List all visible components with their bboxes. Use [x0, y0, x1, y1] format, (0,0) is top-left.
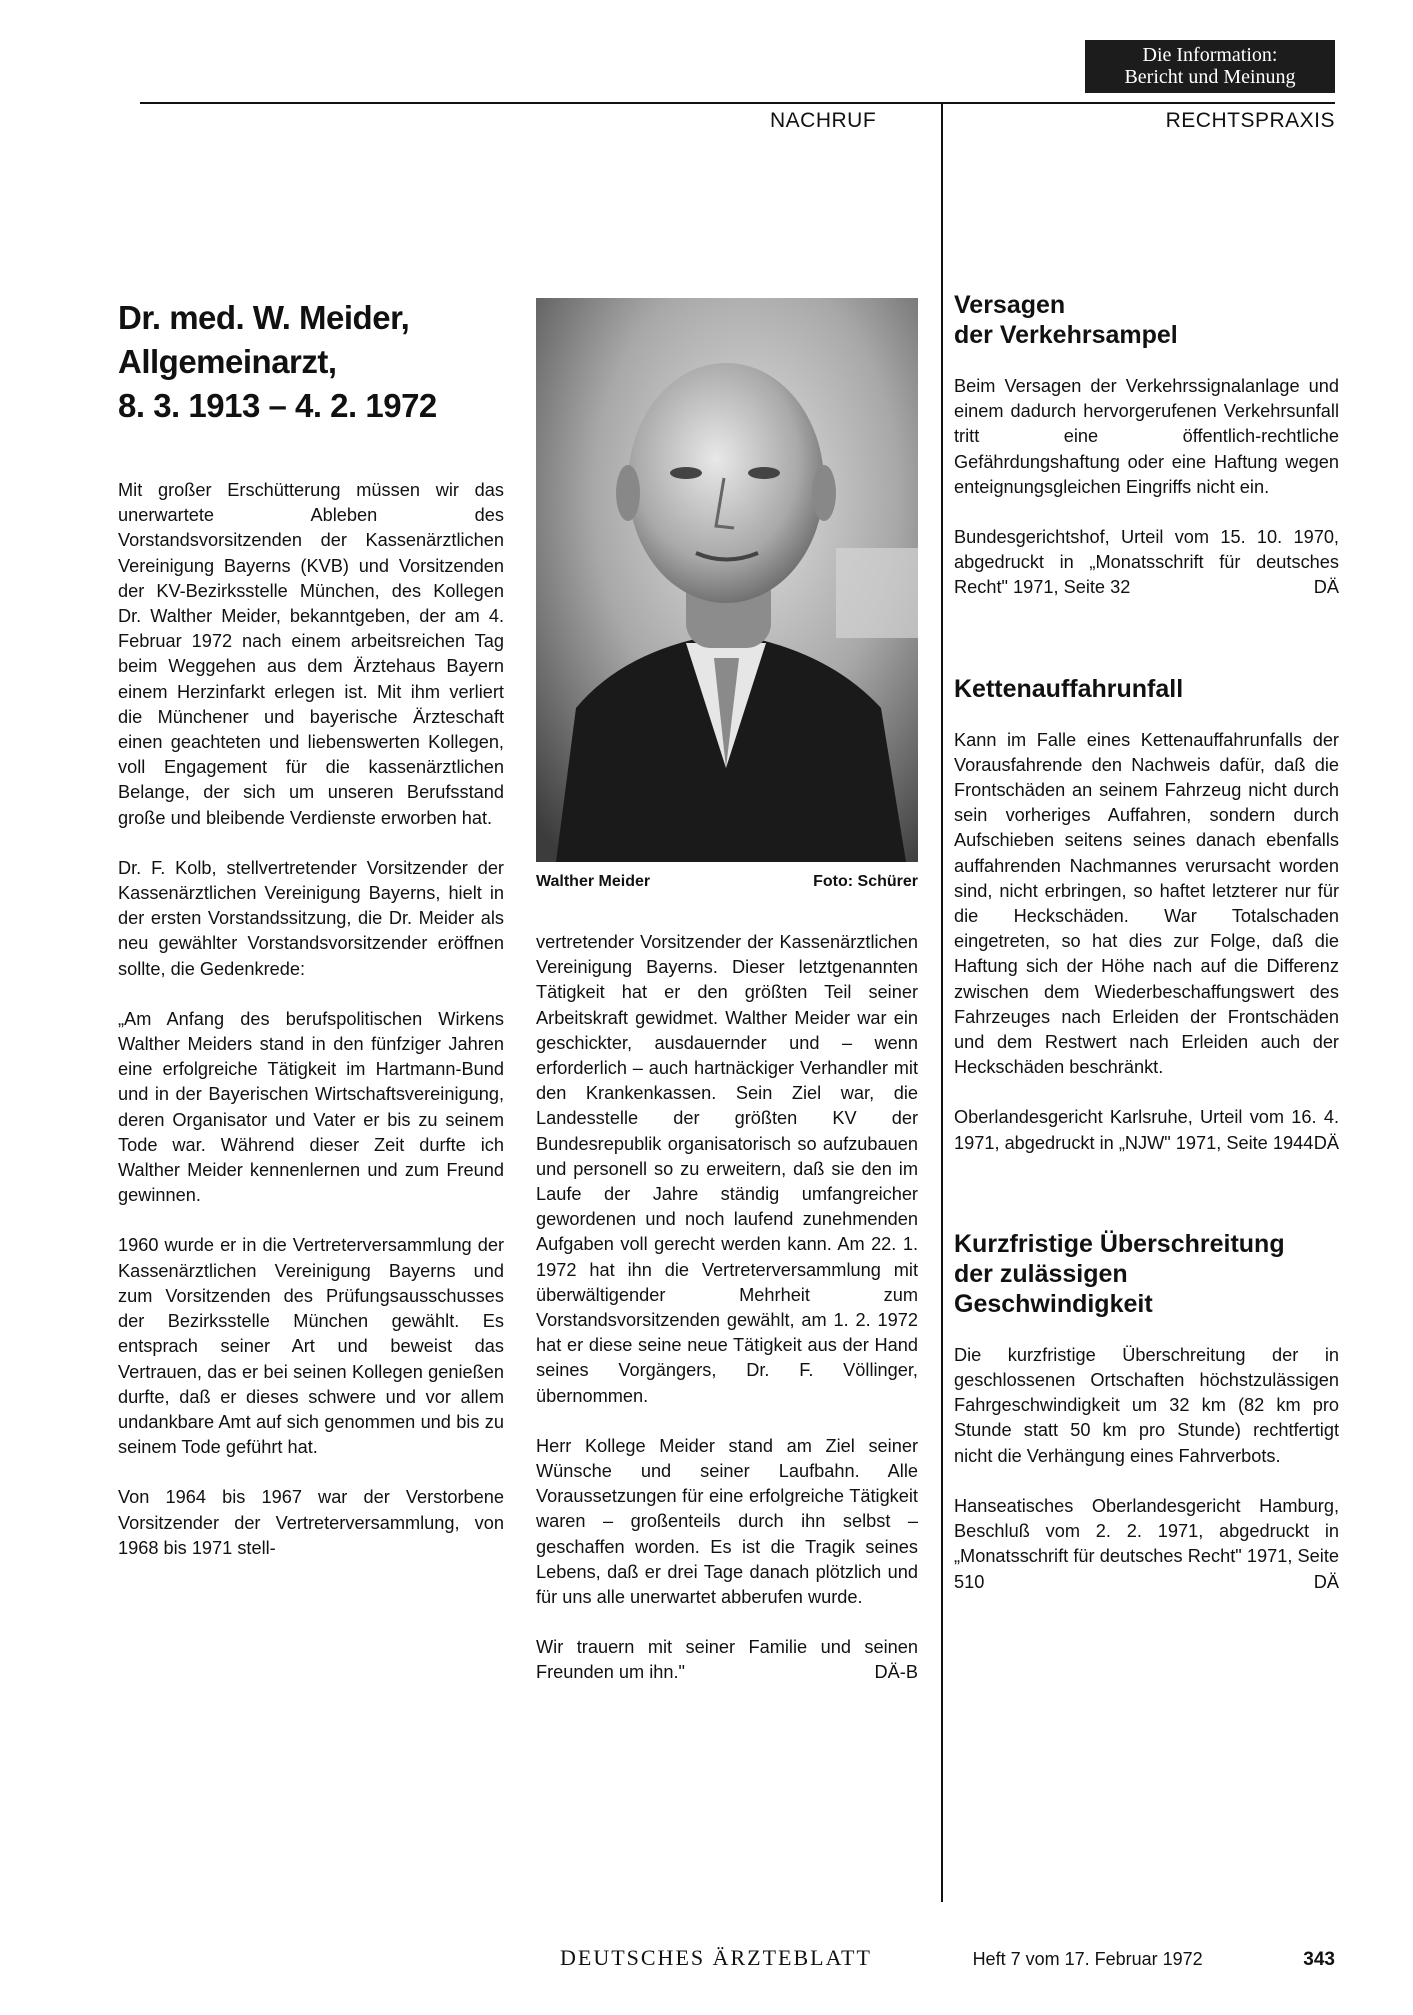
footer-page-number: 343	[1303, 1949, 1335, 1970]
photo-caption-name: Walther Meider	[536, 873, 651, 890]
obituary-column-middle	[536, 930, 918, 1711]
obituary-paragraph: „Am Anfang des berufspolitischen Wirkens Walther Meiders stand in den fünfziger Jahren eine erfolgreiche Tätigkeit im Hartmann-Bund und in der Bayerischen Wirtschaftsvereinigung, deren Organisator und Vater er bis zu seinem Tode war. Während dieser Zeit durfte ich Walther Meider kennenlernen und zum Freund gewinnen.	[118, 1008, 504, 1206]
article-source-text: Oberlandesgericht Karlsruhe, Urteil vom 16. 4. 1971, abgedruckt in „NJW" 1971, Seite 1944	[954, 1107, 1339, 1153]
obituary-title-line1: Dr. med. W. Meider,	[118, 299, 410, 336]
obituary-paragraph: Dr. F. Kolb, stellvertretender Vorsitzender der Kassenärztlichen Vereinigung Bayerns, hielt in der ersten Vorstandssitzung, die Dr. Meider als neu gewählter Vorstandsvorsitzender eröffnen sollte, die Gedenkrede:	[118, 857, 504, 979]
header-tag-line2: Bericht und Meinung	[1124, 66, 1296, 88]
footer-issue: Heft 7 vom 17. Februar 1972	[972, 1949, 1203, 1969]
article-title-line: Kurzfristige Überschreitung	[954, 1229, 1285, 1258]
footer-brand: DEUTSCHES ÄRZTEBLATT	[560, 1945, 872, 1970]
article-title	[954, 290, 1339, 350]
top-rule	[140, 102, 1335, 104]
portrait-illustration	[536, 298, 918, 862]
article-source	[954, 525, 1339, 601]
article-signature: DÄ	[1313, 577, 1339, 598]
obituary-signature: DÄ-B	[874, 1662, 918, 1683]
obituary-paragraph: Herr Kollege Meider stand am Ziel seiner Wünsche und seiner Laufbahn. Alle Voraussetzungen für eine erfolgreiche Tätigkeit waren – großenteils durch ihn selbst – geschaffen worden. Es ist die Tragik seines Lebens, daß er drei Tage danach plötzlich und für uns alle unerwartet abberufen wurde.	[536, 1435, 918, 1608]
column-divider	[941, 102, 943, 1902]
article-body: Die kurzfristige Überschreitung der in geschlossenen Ortschaften höchstzulässigen Fahrgeschwindigkeit um 32 km (82 km pro Stunde statt 50 km pro Stunde) rechtfertigt nicht die Verhängung eines Fahrverbots.	[954, 1344, 1339, 1466]
photo-caption-credit: Foto: Schürer	[813, 873, 918, 890]
article-source	[954, 1494, 1339, 1595]
portrait-photo	[536, 298, 918, 862]
obituary-title-line2: Allgemeinarzt,	[118, 343, 337, 380]
section-label-left: NACHRUF	[770, 109, 877, 132]
obituary-paragraph: Mit großer Erschütterung müssen wir das unerwartete Ableben des Vorstandsvorsitzenden der Kassenärztlichen Vereinigung Bayerns (KVB) und Vorsitzenden der KV-Bezirksstelle München, des Kollegen Dr. Walther Meider, bekanntgeben, der am 4. Februar 1972 nach einem arbeitsreichen Tag beim Weggehen aus dem Ärztehaus Bayern einem Herzinfarkt erlegen ist. Mit ihm verliert die Münchener und bayerische Ärzteschaft einen geachteten und liebenswerten Kollegen, voll Engagement für die kassenärztlichen Belange, der sich um unseren Berufsstand große und bleibende Verdienste erworben hat.	[118, 480, 504, 828]
article-title-line: Versagen	[954, 291, 1066, 319]
article-2	[954, 674, 1339, 1156]
obituary-title-line3: 8. 3. 1913 – 4. 2. 1972	[118, 387, 437, 424]
article-title-line: der zulässigen	[954, 1259, 1128, 1288]
article-title-line: Geschwindigkeit	[954, 1289, 1153, 1318]
obituary-closing-text: Wir trauern mit seiner Familie und seinen Freunden um ihn."	[536, 1637, 918, 1683]
article-title-line: Kettenauffahrunfall	[954, 674, 1184, 703]
article-signature: DÄ	[1313, 1571, 1339, 1592]
article-signature: DÄ	[1313, 1132, 1339, 1153]
article-3	[954, 1229, 1339, 1595]
article-source	[954, 1105, 1339, 1155]
page-footer	[560, 1945, 1335, 1971]
header-tag-line1: Die Information:	[1142, 44, 1278, 66]
article-body: Beim Versagen der Verkehrssignalanlage und einem dadurch hervorgerufenen Verkehrsunfall tritt eine öffentlich-rechtliche Gefährdungshaftung oder eine Haftung wegen enteignungsgleichen Eingriffs nicht ein.	[954, 376, 1339, 497]
article-spacer	[954, 626, 1339, 674]
obituary-closing	[536, 1635, 918, 1685]
section-label-right: RECHTSPRAXIS	[1165, 109, 1335, 132]
article-source-text: Hanseatisches Oberlandesgericht Hamburg, Beschluß vom 2. 2. 1971, abgedruckt in „Monatsschrift für deutsches Recht" 1971, Seite 510	[954, 1495, 1339, 1592]
article-title-line: der Verkehrsampel	[954, 321, 1178, 349]
obituary-column-left	[118, 296, 504, 1586]
article-1	[954, 290, 1339, 601]
rechtspraxis-column	[954, 290, 1339, 1620]
article-body: Kann im Falle eines Kettenauffahrunfalls der Vorausfahrende den Nachweis dafür, daß die Frontschäden an seinem Fahrzeug nicht durch sein vorheriges Auffahren, sondern durch Aufschieben seitens seines danach ebenfalls auffahrenden Nachmannes verursacht worden sind, nicht erbringen, so haftet letzterer nur für die Heckschäden. War Totalschaden eingetreten, so hat dies zur Folge, daß die Haftung sich der Höhe nach auf die Differenz zwischen dem Wiederbeschaffungswert des Fahrzeuges nach Erleiden der Frontschäden und dem Restwert nach Erleiden auch der Heckschäden beschränkt.	[954, 729, 1339, 1078]
article-title	[954, 674, 1339, 704]
photo-caption	[536, 873, 918, 891]
header-tag	[1085, 40, 1335, 93]
obituary-paragraph: 1960 wurde er in die Vertreterversammlung der Kassenärztlichen Vereinigung Bayerns und zum Vorsitzenden des Prüfungsausschusses der Bezirksstelle München gewählt. Es entsprach seiner Art und beweist das Vertrauen, das er bei seinen Kollegen genießen durfte, daß er dieses schwere und vor allem undankbare Amt auf sich genommen und bis zu seinem Tode geführt hat.	[118, 1235, 504, 1458]
article-spacer	[954, 1181, 1339, 1229]
article-title	[954, 1229, 1339, 1319]
portrait-figure	[536, 298, 918, 891]
article-source-text: Bundesgerichtshof, Urteil vom 15. 10. 1970, abgedruckt in „Monatsschrift für deutsches Recht" 1971, Seite 32	[954, 527, 1339, 598]
obituary-paragraph: Von 1964 bis 1967 war der Verstorbene Vorsitzender der Vertreterversammlung, von 1968 bis 1971 stell-	[118, 1487, 504, 1558]
obituary-paragraph: vertretender Vorsitzender der Kassenärztlichen Vereinigung Bayerns. Dieser letztgenannten Tätigkeit hat er den größten Teil seiner Arbeitskraft gewidmet. Walther Meider war ein geschickter, ausdauernder und – wenn erforderlich – auch hartnäckiger Verhandler mit den Krankenkassen. Sein Ziel war, die Landesstelle der größten KV der Bundesrepublik organisatorisch so aufzubauen und personell so zu erweitern, daß sie den im Laufe der Jahre ständig umfangreicher gewordenen und noch laufend zunehmenden Aufgaben voll gerecht werden kann. Am 22. 1. 1972 hat ihn die Vertreterversammlung mit überwältigender Mehrheit zum Vorstandsvorsitzenden gewählt, am 1. 2. 1972 hat er diese seine neue Tätigkeit aus der Hand seines Vorgängers, Dr. F. Völlinger, übernommen.	[536, 932, 918, 1406]
obituary-title	[118, 296, 504, 428]
